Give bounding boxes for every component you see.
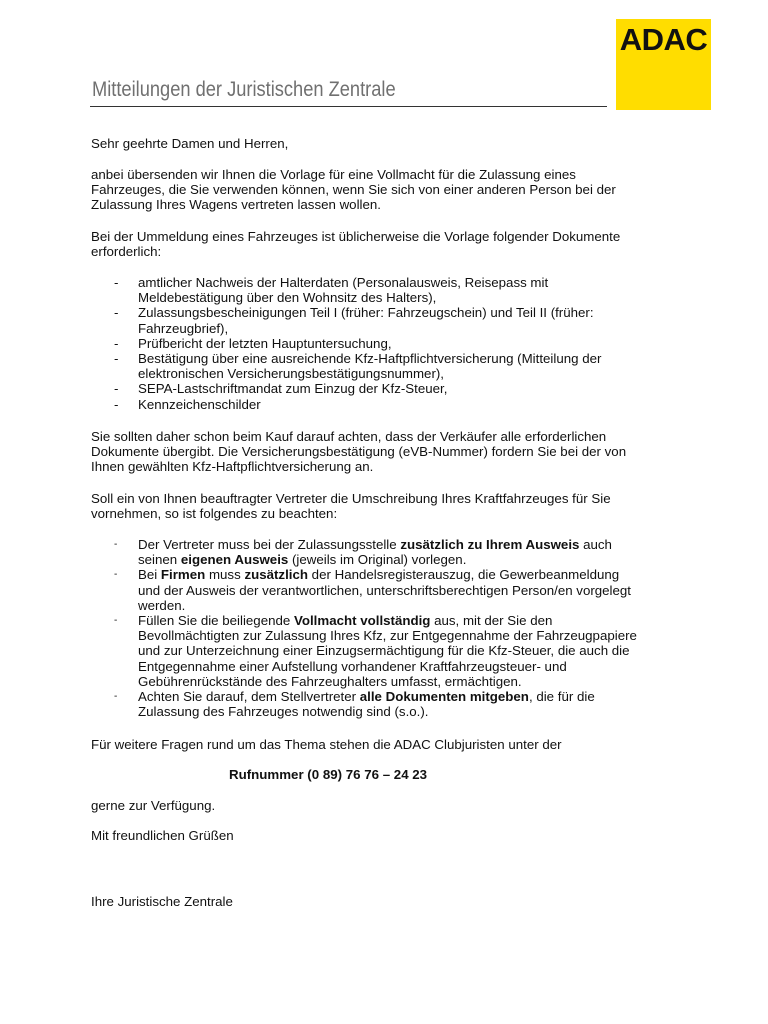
- purchase-note-line: Ihnen gewählten Kfz-Haftpflichtversicherung an.: [91, 459, 374, 475]
- list-dash-marker: -: [114, 335, 119, 351]
- list-dash-marker: -: [114, 615, 118, 627]
- adac-logo: [616, 19, 711, 110]
- document-list-item: [91, 336, 691, 351]
- availability-text: gerne zur Verfügung.: [91, 798, 216, 813]
- rule-list-line: [138, 613, 691, 628]
- rule-text: Gebührenrückstände des Fahrzeughalters umfasst, ermächtigen.: [138, 673, 522, 689]
- rule-list-line: [138, 643, 691, 658]
- intro-line: Fahrzeuges, die Sie verwenden können, wenn Sie sich von einer anderen Person bei der: [91, 182, 616, 198]
- rule-list-line: [138, 552, 691, 567]
- closing-paragraph: [91, 828, 691, 843]
- rule-text: Bevollmächtigten zur Zulassung Ihres Kfz, zur Entgegennahme der Fahrzeugpapiere: [138, 628, 637, 644]
- documents-intro-line: Bei der Ummeldung eines Fahrzeuges ist üblicherweise die Vorlage folgender Dokumente: [91, 229, 621, 244]
- document-list-line: Bestätigung über eine ausreichende Kfz-Haftpflichtversicherung (Mitteilung der: [138, 351, 602, 367]
- rule-text: und zur Unterzeichnung einer Einzugsermächtigung für die Kfz-Steuer, die auch die: [138, 643, 630, 659]
- list-dash-marker: -: [114, 396, 119, 412]
- documents-list: [91, 275, 691, 412]
- rule-text: , die für die: [528, 689, 595, 705]
- closing-text: Mit freundlichen Grüßen: [91, 828, 234, 843]
- intro-line: anbei übersenden wir Ihnen die Vorlage für eine Vollmacht für die Zulassung eines: [91, 167, 576, 182]
- rule-text: und der Ausweis der verantwortlichen, unterschriftsberechtigen Person/en vorgelegt: [138, 582, 631, 598]
- rule-text: Der Vertreter muss bei der Zulassungsstelle: [138, 537, 401, 552]
- representative-intro-paragraph: [91, 491, 691, 521]
- documents-list-block: [91, 275, 691, 412]
- rule-list-line: [138, 598, 691, 613]
- availability-paragraph: [91, 798, 691, 813]
- documents-intro-line: erforderlich:: [91, 244, 162, 260]
- document-list-line: Kennzeichenschilder: [138, 396, 261, 412]
- rule-list-line: [138, 659, 691, 674]
- representative-intro-line: Soll ein von Ihnen beauftragter Vertreter die Umschreibung Ihres Kraftfahrzeuges für Sie: [91, 491, 611, 506]
- document-list-line: amtlicher Nachweis der Halterdaten (Personalausweis, Reisepass mit: [138, 275, 549, 290]
- document-list-item: [91, 381, 691, 396]
- bold-emphasis-text: eigenen Ausweis: [180, 552, 289, 568]
- document-list-line: Prüfbericht der letzten Hauptuntersuchung,: [138, 335, 392, 351]
- document-list-item: [91, 305, 691, 335]
- purchase-note-line: Sie sollten daher schon beim Kauf darauf achten, dass der Verkäufer alle erforderlichen: [91, 429, 607, 444]
- purchase-note-line: Dokumente übergibt. Die Versicherungsbestätigung (eVB-Nummer) fordern Sie bei der von: [91, 444, 627, 460]
- document-list-line: SEPA-Lastschriftmandat zum Einzug der Kfz-Steuer,: [138, 381, 448, 397]
- document-list-item: [91, 397, 691, 412]
- rule-text: muss: [205, 567, 245, 583]
- document-list-line: Zulassungsbescheinigungen Teil I (früher: Fahrzeugschein) und Teil II (früher:: [138, 305, 594, 321]
- rule-text: auch: [579, 537, 612, 552]
- document-list-line: Meldebestätigung über den Wohnsitz des Halters),: [138, 290, 437, 306]
- rule-text: werden.: [138, 597, 186, 613]
- document-list-line: Fahrzeugbrief),: [138, 320, 229, 336]
- list-dash-marker: -: [114, 381, 119, 397]
- document-list-item: [91, 275, 691, 305]
- rule-text: der Handelsregisterauszug, die Gewerbeanmeldung: [307, 567, 620, 583]
- questions-paragraph: [91, 737, 691, 752]
- rule-list-item: [91, 613, 691, 689]
- rule-list-item: [91, 689, 691, 719]
- rule-list-line: [138, 628, 691, 643]
- rule-text: Zulassung des Fahrzeuges notwendig sind (s.o.).: [138, 704, 429, 720]
- list-dash-marker: -: [114, 275, 119, 290]
- bold-emphasis-text: Firmen: [160, 567, 206, 583]
- rule-list-line: [138, 704, 691, 719]
- phone-number-text: Rufnummer (0 89) 76 76 – 24 23: [229, 767, 428, 782]
- rule-text: aus, mit der Sie den: [430, 613, 553, 629]
- rule-list-item: [91, 567, 691, 613]
- rules-list: [91, 537, 691, 719]
- signature: [91, 894, 691, 909]
- rule-list-line: [138, 537, 691, 552]
- signature-text: Ihre Juristische Zentrale: [91, 894, 233, 909]
- salutation-text: Sehr geehrte Damen und Herren,: [91, 136, 289, 151]
- rule-list-line: [138, 567, 691, 582]
- rule-text: Achten Sie darauf, dem Stellvertreter: [138, 689, 360, 705]
- rule-list-item: [91, 537, 691, 567]
- rule-list-line: [138, 674, 691, 689]
- intro-line: Zulassung Ihres Wagens vertreten lassen wollen.: [91, 197, 381, 213]
- page-title: Mitteilungen der Juristischen Zentrale: [92, 78, 396, 101]
- list-dash-marker: -: [114, 539, 118, 550]
- representative-intro-line: vornehmen, so ist folgendes zu beachten:: [91, 506, 338, 522]
- document-list-item: [91, 351, 691, 381]
- rule-text: Bei: [138, 567, 161, 583]
- list-dash-marker: -: [114, 351, 119, 367]
- purchase-note-paragraph: [91, 429, 691, 475]
- bold-emphasis-text: Vollmacht vollständig: [293, 613, 431, 629]
- rule-list-line: [138, 583, 691, 598]
- documents-intro-paragraph: [91, 229, 691, 259]
- logo-text: ADAC: [619, 22, 708, 57]
- title-underline: [90, 106, 607, 107]
- bold-emphasis-text: alle Dokumenten mitgeben: [359, 689, 529, 705]
- bold-emphasis-text: zusätzlich: [244, 567, 308, 583]
- rule-text: Füllen Sie die beiliegende: [138, 613, 294, 629]
- salutation: [91, 136, 691, 151]
- list-dash-marker: -: [114, 691, 118, 703]
- questions-text: Für weitere Fragen rund um das Thema stehen die ADAC Clubjuristen unter der: [91, 737, 562, 752]
- rule-text: (jeweils im Original) vorlegen.: [288, 552, 467, 568]
- bold-emphasis-text: zusätzlich zu Ihrem Ausweis: [400, 537, 580, 552]
- rule-list-line: [138, 689, 691, 704]
- document-list-line: elektronischen Versicherungsbestätigungsnummer),: [138, 366, 444, 382]
- phone-number: [229, 767, 629, 782]
- list-dash-marker: -: [114, 569, 118, 581]
- list-dash-marker: -: [114, 305, 119, 321]
- intro-paragraph: [91, 167, 691, 213]
- rule-text: Entgegennahme einer Aufstellung vorhandener Kraftfahrzeugsteuer- und: [138, 658, 567, 674]
- rules-list-block: [91, 537, 691, 719]
- rule-text: seinen: [138, 552, 181, 568]
